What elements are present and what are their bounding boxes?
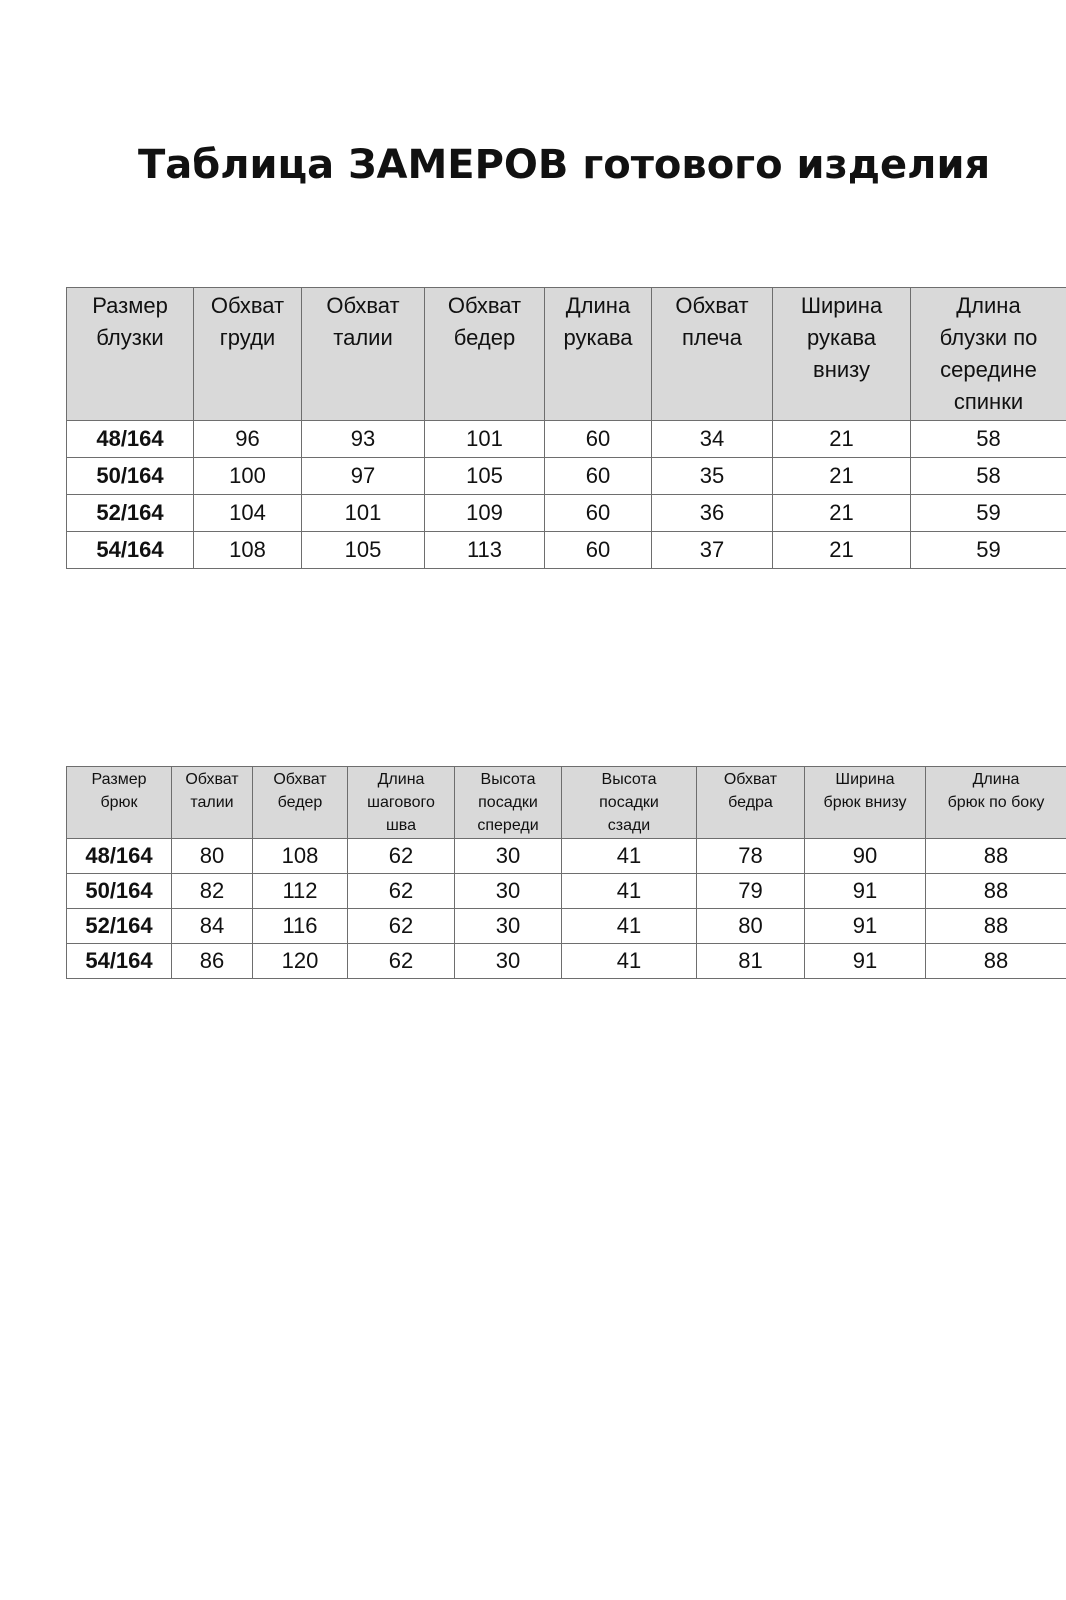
size-cell: 48/164: [67, 421, 194, 458]
table-cell: 82: [172, 874, 253, 909]
table-cell: 37: [652, 532, 773, 569]
table-header-row: [67, 288, 1066, 421]
header-cell: Обхват талии: [302, 288, 425, 421]
table-cell: 91: [805, 944, 926, 979]
table-row: [67, 495, 1066, 532]
table-cell: 81: [697, 944, 805, 979]
table-row: [67, 458, 1066, 495]
header-cell: Высота посадки сзади: [562, 767, 697, 839]
size-cell: 52/164: [67, 495, 194, 532]
header-cell: Размер брюк: [67, 767, 172, 839]
table-cell: 105: [302, 532, 425, 569]
header-cell: Обхват бедер: [425, 288, 545, 421]
table-cell: 90: [805, 839, 926, 874]
table-cell: 41: [562, 944, 697, 979]
header-cell: Обхват бедер: [253, 767, 348, 839]
table-cell: 79: [697, 874, 805, 909]
table-cell: 78: [697, 839, 805, 874]
table-cell: 60: [545, 458, 652, 495]
header-cell: Обхват плеча: [652, 288, 773, 421]
table-cell: 113: [425, 532, 545, 569]
table-cell: 21: [773, 458, 911, 495]
blouse-measurements-table: [66, 287, 1066, 569]
table-cell: 58: [911, 458, 1066, 495]
table-cell: 60: [545, 532, 652, 569]
table-cell: 21: [773, 495, 911, 532]
table-row: [67, 874, 1066, 909]
table-row: [67, 532, 1066, 569]
size-cell: 50/164: [67, 458, 194, 495]
table-row: [67, 839, 1066, 874]
table-cell: 88: [926, 944, 1066, 979]
table-cell: 60: [545, 421, 652, 458]
table-cell: 101: [302, 495, 425, 532]
header-cell: Ширина брюк внизу: [805, 767, 926, 839]
table-cell: 105: [425, 458, 545, 495]
table-cell: 62: [348, 944, 455, 979]
table-cell: 36: [652, 495, 773, 532]
table-cell: 96: [194, 421, 302, 458]
size-cell: 48/164: [67, 839, 172, 874]
header-cell: Высота посадки спереди: [455, 767, 562, 839]
table-cell: 21: [773, 421, 911, 458]
size-cell: 50/164: [67, 874, 172, 909]
trousers-measurements-table: [66, 766, 1066, 979]
table-cell: 30: [455, 874, 562, 909]
table-header-row: [67, 767, 1066, 839]
header-cell: Обхват талии: [172, 767, 253, 839]
table-cell: 59: [911, 532, 1066, 569]
header-cell: Обхват бедра: [697, 767, 805, 839]
size-cell: 54/164: [67, 944, 172, 979]
table-cell: 88: [926, 874, 1066, 909]
header-cell: Длина шагового шва: [348, 767, 455, 839]
table-cell: 80: [172, 839, 253, 874]
table-cell: 104: [194, 495, 302, 532]
header-cell: Ширина рукава внизу: [773, 288, 911, 421]
table-cell: 21: [773, 532, 911, 569]
page-title: Таблица ЗАМЕРОВ готового изделия: [138, 142, 991, 188]
table-cell: 62: [348, 909, 455, 944]
table-cell: 108: [194, 532, 302, 569]
header-cell: Длина блузки по середине спинки: [911, 288, 1066, 421]
table-cell: 35: [652, 458, 773, 495]
table-cell: 101: [425, 421, 545, 458]
table-row: [67, 909, 1066, 944]
table-cell: 108: [253, 839, 348, 874]
table-cell: 84: [172, 909, 253, 944]
table-cell: 88: [926, 839, 1066, 874]
table-cell: 41: [562, 909, 697, 944]
table-cell: 30: [455, 839, 562, 874]
table-cell: 88: [926, 909, 1066, 944]
table-cell: 116: [253, 909, 348, 944]
table-cell: 41: [562, 839, 697, 874]
table-cell: 100: [194, 458, 302, 495]
table-row: [67, 944, 1066, 979]
table-cell: 80: [697, 909, 805, 944]
table-cell: 60: [545, 495, 652, 532]
table-cell: 91: [805, 909, 926, 944]
header-cell: Размер блузки: [67, 288, 194, 421]
table-cell: 93: [302, 421, 425, 458]
table-cell: 59: [911, 495, 1066, 532]
table-cell: 34: [652, 421, 773, 458]
table-cell: 120: [253, 944, 348, 979]
table-cell: 62: [348, 839, 455, 874]
table-cell: 97: [302, 458, 425, 495]
table-cell: 30: [455, 909, 562, 944]
header-cell: Длина брюк по боку: [926, 767, 1066, 839]
table-cell: 109: [425, 495, 545, 532]
table-row: [67, 421, 1066, 458]
size-cell: 54/164: [67, 532, 194, 569]
size-cell: 52/164: [67, 909, 172, 944]
table-cell: 58: [911, 421, 1066, 458]
table-cell: 112: [253, 874, 348, 909]
table-cell: 86: [172, 944, 253, 979]
header-cell: Обхват груди: [194, 288, 302, 421]
table-cell: 30: [455, 944, 562, 979]
header-cell: Длина рукава: [545, 288, 652, 421]
table-cell: 41: [562, 874, 697, 909]
table-cell: 62: [348, 874, 455, 909]
table-cell: 91: [805, 874, 926, 909]
